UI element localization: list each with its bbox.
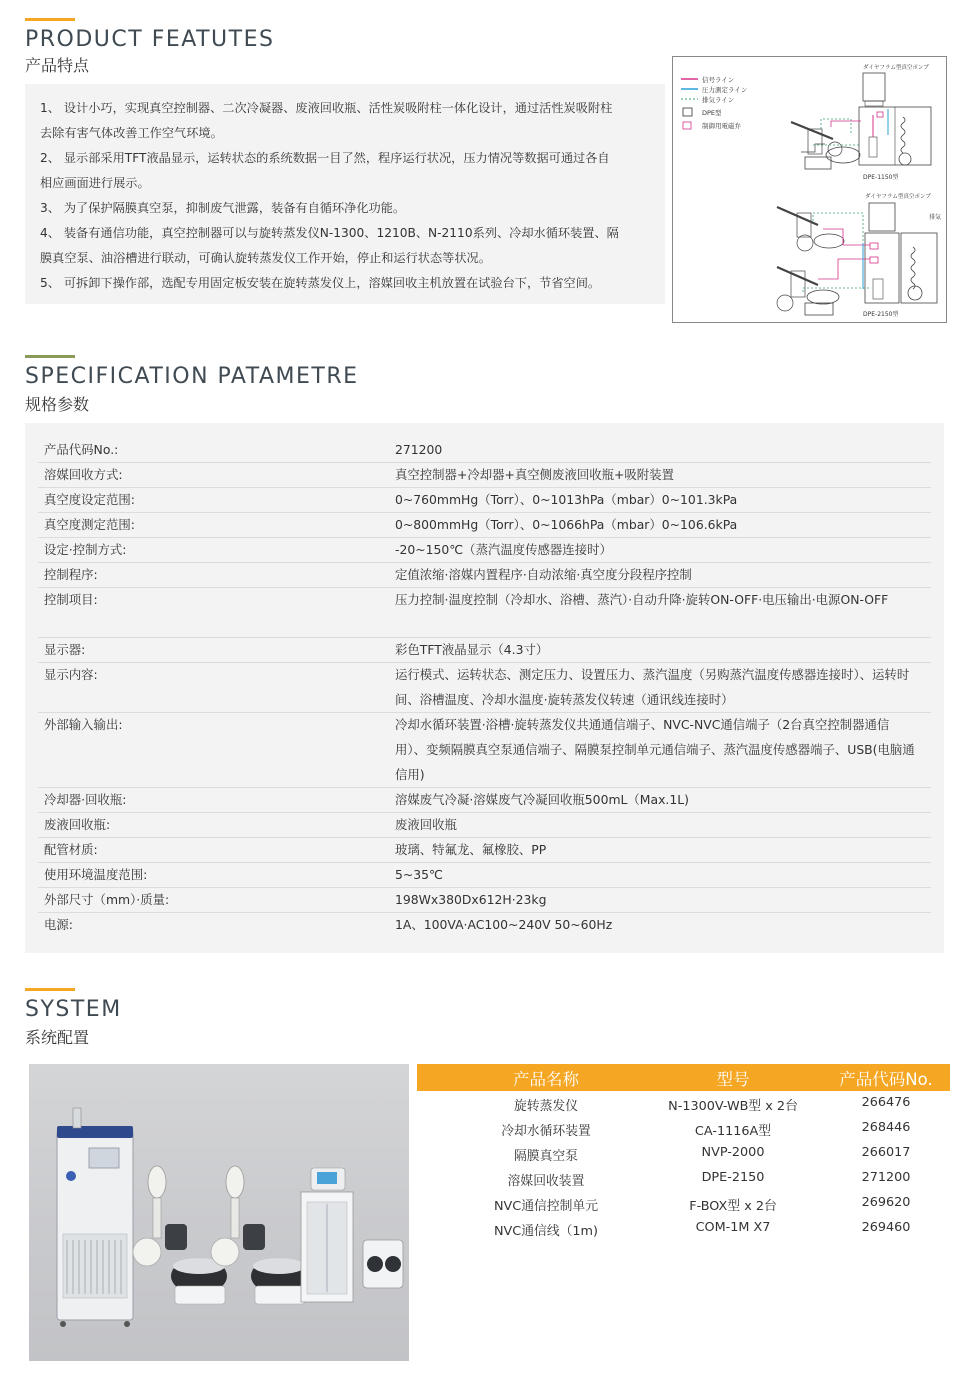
spec-key: 真空度设定范围: (44, 492, 135, 507)
spec-title-cn: 规格参数 (25, 395, 90, 414)
table-row (417, 1167, 950, 1192)
spec-key: 显示器: (44, 642, 86, 657)
cell-product-code: 269620 (861, 1195, 911, 1210)
model-label-bottom: DPE-2150型 (863, 311, 899, 318)
table-row (417, 1217, 950, 1242)
spec-value: 定值浓缩·溶媒内置程序·自动浓缩·真空度分段程序控制 (395, 567, 692, 582)
system-title-en: SYSTEM (25, 997, 122, 1022)
legend-pressure-line: 圧力測定ライン (702, 86, 748, 94)
table-row (417, 1142, 950, 1167)
system-diagram (672, 56, 947, 323)
feature-line: 2、 显示部采用TFT液晶显示，运转状态的系统数据一目了然，程序运行状况，压力情况等数据可通过各自 (40, 151, 610, 165)
exhaust-label: 排気 (929, 214, 942, 221)
section-accent-bar (25, 18, 75, 21)
spec-value: 废液回收瓶 (395, 817, 457, 832)
table-row (417, 1192, 950, 1217)
spec-key: 外部尺寸（mm）·质量: (44, 892, 170, 907)
spec-row (38, 637, 931, 663)
spec-row (38, 587, 931, 638)
spec-row (38, 662, 931, 713)
system-product-photo (29, 1064, 409, 1361)
spec-value: 彩色TFT液晶显示（4.3寸） (395, 642, 549, 657)
spec-value: 198Wx380Dx612H·23kg (395, 892, 547, 907)
feature-line: 去除有害气体改善工作空气环境。 (40, 126, 223, 140)
header-model: 型号 (716, 1070, 750, 1089)
spec-key: 产品代码No.: (44, 442, 119, 457)
cell-model: F-BOX型 x 2台 (689, 1199, 777, 1214)
cell-model: CA-1116A型 (694, 1124, 772, 1139)
spec-title-en: SPECIFICATION PATAMETRE (25, 364, 359, 389)
cell-model: NVP-2000 (701, 1145, 765, 1160)
spec-row (38, 912, 931, 937)
spec-key: 真空度测定范围: (44, 517, 135, 532)
feature-line: 1、 设计小巧，实现真空控制器、二次冷凝器、废液回收瓶、活性炭吸附柱一体化设计，通过活性炭吸附柱 (40, 101, 613, 115)
cell-product-name: 冷却水循环装置 (501, 1124, 591, 1139)
spec-row (38, 462, 931, 488)
table-row (417, 1092, 950, 1117)
cell-product-name: NVC通信控制单元 (493, 1199, 599, 1214)
legend-dpe: DPE型 (702, 109, 722, 117)
spec-value: 0~760mmHg（Torr）、0~1013hPa（mbar）0~101.3kPa (395, 492, 738, 507)
spec-key: 显示内容: (44, 667, 98, 682)
spec-row (38, 837, 931, 863)
spec-value: 运行模式、运转状态、测定压力、设置压力、蒸汽温度（另购蒸汽温度传感器连接时）、运转时间、浴槽温度、冷却水温度·旋转蒸发仪转速（通讯线连接时） (395, 667, 910, 707)
spec-key: 溶媒回收方式: (44, 467, 123, 482)
system-title-cn: 系统配置 (25, 1028, 90, 1047)
cell-product-name: NVC通信线（1m) (493, 1224, 599, 1239)
features-title-cn: 产品特点 (25, 56, 90, 75)
features-title-en: PRODUCT FEATUTES (25, 27, 275, 52)
spec-row (38, 812, 931, 838)
cell-product-code: 268446 (861, 1120, 911, 1135)
feature-line: 4、 装备有通信功能，真空控制器可以与旋转蒸发仪N-1300、1210B、N-2110系列、冷却水循环装置、隔 (40, 226, 619, 240)
spec-table (25, 423, 944, 953)
spec-key: 废液回收瓶: (44, 817, 111, 832)
spec-key: 控制程序: (44, 567, 98, 582)
legend-exhaust-line: 排気ライン (702, 96, 735, 104)
spec-value: 真空控制器+冷却器+真空侧废液回收瓶+吸附装置 (395, 467, 674, 482)
spec-key: 控制项目: (44, 592, 98, 607)
spec-key: 外部输入输出: (44, 717, 123, 732)
feature-line: 相应画面进行展示。 (40, 176, 150, 190)
cell-model: COM-1M X7 (695, 1220, 771, 1235)
spec-row (38, 537, 931, 563)
spec-row (38, 562, 931, 588)
cell-product-name: 旋转蒸发仪 (514, 1099, 578, 1114)
feature-line: 5、 可拆卸下操作部，选配专用固定板安装在旋转蒸发仪上，溶媒回收主机放置在试验台下，节省空间。 (40, 276, 601, 290)
spec-key: 电源: (44, 917, 73, 932)
spec-key: 冷却器·回收瓶: (44, 792, 127, 807)
spec-value: 冷却水循环装置·浴槽·旋转蒸发仪共通通信端子、NVC-NVC通信端子（2台真空控制器通信用）、变频隔膜真空泵通信端子、隔膜泵控制单元通信端子、蒸汽温度传感器端子、USB(电脑通信用) (395, 717, 915, 782)
cell-model: DPE-2150 (701, 1170, 765, 1185)
spec-value: 5~35℃ (395, 867, 443, 882)
spec-key: 设定·控制方式: (44, 542, 127, 557)
spec-row (38, 512, 931, 538)
system-table-header (417, 1064, 950, 1091)
spec-key: 配管材质: (44, 842, 98, 857)
cell-product-code: 269460 (861, 1220, 911, 1235)
spec-key: 使用环境温度范围: (44, 867, 148, 882)
model-label-top: DPE-1150型 (863, 174, 899, 181)
spec-value: 271200 (395, 442, 443, 457)
spec-value: 0~800mmHg（Torr）、0~1066hPa（mbar）0~106.6kPa (395, 517, 738, 532)
spec-row (38, 487, 931, 513)
section-accent-bar (25, 355, 75, 358)
cell-model: N-1300V-WB型 x 2台 (668, 1099, 798, 1114)
spec-value: 压力控制·温度控制（冷却水、浴槽、蒸汽）·自动升降·旋转ON-OFF·电压输出·电源ON-OFF (395, 592, 889, 607)
feature-line: 膜真空泵、油浴槽进行联动，可确认旋转蒸发仪工作开始，停止和运行状态等状况。 (40, 251, 491, 265)
spec-row (38, 787, 931, 813)
spec-row (38, 712, 931, 788)
table-row (417, 1117, 950, 1142)
legend-valve: 制御用電磁弁 (702, 122, 741, 130)
spec-row (38, 887, 931, 913)
cell-product-code: 271200 (861, 1170, 911, 1185)
features-list (40, 96, 652, 296)
header-product-code: 产品代码No. (839, 1070, 933, 1089)
pump-label-top: ダイヤフラム型真空ポンプ (863, 65, 929, 71)
spec-value: 溶媒废气冷凝·溶媒废气冷凝回收瓶500mL（Max.1L) (395, 792, 689, 807)
cell-product-code: 266017 (861, 1145, 911, 1160)
cell-product-code: 266476 (861, 1095, 911, 1110)
section-accent-bar (25, 988, 75, 991)
cell-product-name: 隔膜真空泵 (514, 1149, 578, 1164)
features-panel (25, 84, 665, 304)
spec-row (38, 437, 931, 463)
cell-product-name: 溶媒回收装置 (507, 1174, 585, 1189)
spec-row (38, 862, 931, 888)
legend-signal-line: 信号ライン (702, 76, 735, 84)
pump-label-bottom: ダイヤフラム型真空ポンプ (865, 194, 931, 200)
header-product-name: 产品名称 (513, 1070, 579, 1089)
spec-value: -20~150℃（蒸汽温度传感器连接时） (395, 542, 612, 557)
spec-value: 1A、100VA·AC100~240V 50~60Hz (395, 917, 613, 932)
spec-value: 玻璃、特氟龙、氟橡胶、PP (395, 842, 547, 857)
feature-line: 3、 为了保护隔膜真空泵，抑制废气泄露，装备有自循环净化功能。 (40, 201, 406, 215)
